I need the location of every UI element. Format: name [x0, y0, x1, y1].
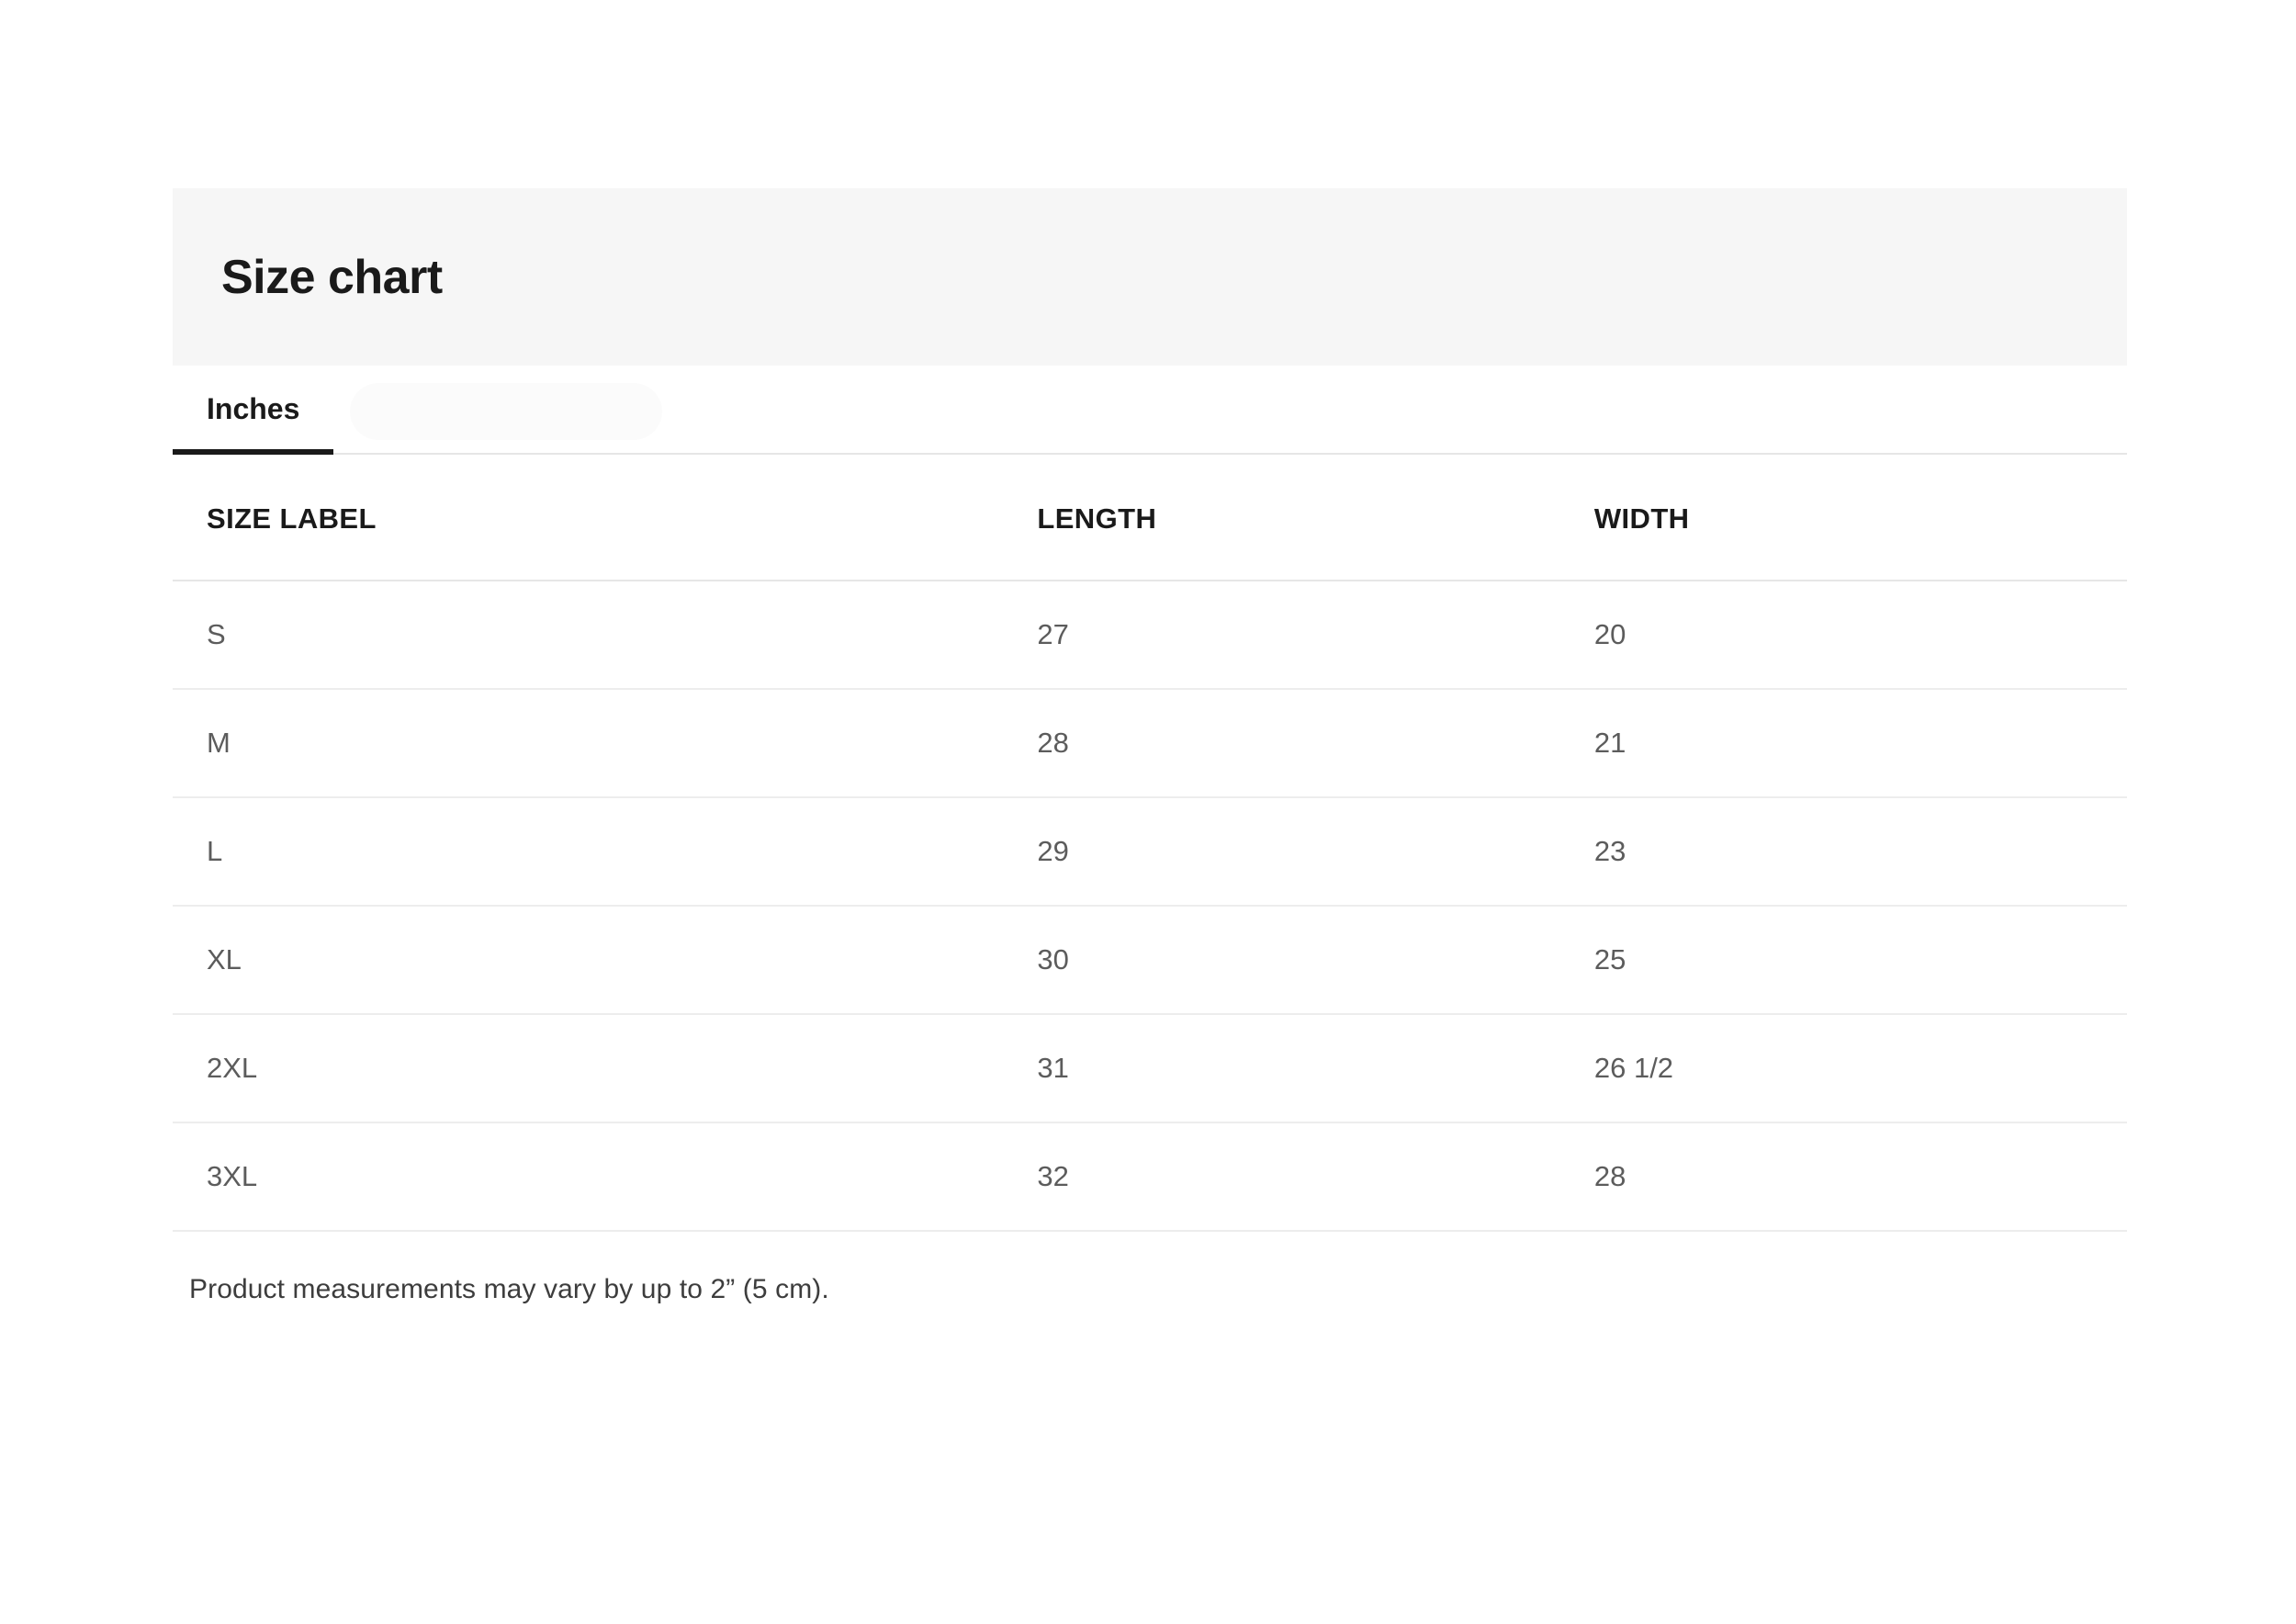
- size-table: [173, 455, 2127, 1232]
- tab-inches-label: Inches: [207, 392, 300, 425]
- cell-width: 20: [1560, 581, 2127, 689]
- measurement-disclaimer: Product measurements may vary by up to 2” (5 cm).: [189, 1274, 829, 1304]
- table-row: [173, 689, 2127, 797]
- table-row: [173, 1122, 2127, 1231]
- table-row: [173, 906, 2127, 1014]
- cell-size-label: S: [173, 581, 1003, 689]
- tab-inches[interactable]: [173, 394, 333, 455]
- cell-length: 27: [1003, 581, 1559, 689]
- cell-size-label: M: [173, 689, 1003, 797]
- cell-width: 25: [1560, 906, 2127, 1014]
- cell-size-label: 2XL: [173, 1014, 1003, 1122]
- table-row: [173, 797, 2127, 906]
- cell-width: 28: [1560, 1122, 2127, 1231]
- column-header-length: LENGTH: [1003, 455, 1559, 581]
- cell-length: 29: [1003, 797, 1559, 906]
- cell-width: 23: [1560, 797, 2127, 906]
- table-row: [173, 581, 2127, 689]
- unit-tabs: [173, 366, 2127, 455]
- cell-size-label: 3XL: [173, 1122, 1003, 1231]
- cell-length: 28: [1003, 689, 1559, 797]
- column-header-size-label: SIZE LABEL: [173, 455, 1003, 581]
- cell-length: 31: [1003, 1014, 1559, 1122]
- cell-width: 21: [1560, 689, 2127, 797]
- page-title: Size chart: [221, 250, 443, 304]
- cell-length: 32: [1003, 1122, 1559, 1231]
- size-chart-card: [173, 188, 2127, 1305]
- cell-length: 30: [1003, 906, 1559, 1014]
- table-header-row: [173, 455, 2127, 581]
- cell-size-label: XL: [173, 906, 1003, 1014]
- table-row: [173, 1014, 2127, 1122]
- tab-placeholder: [350, 383, 662, 440]
- column-header-width: WIDTH: [1560, 455, 2127, 581]
- cell-size-label: L: [173, 797, 1003, 906]
- cell-width: 26 1/2: [1560, 1014, 2127, 1122]
- size-chart-header: [173, 188, 2127, 366]
